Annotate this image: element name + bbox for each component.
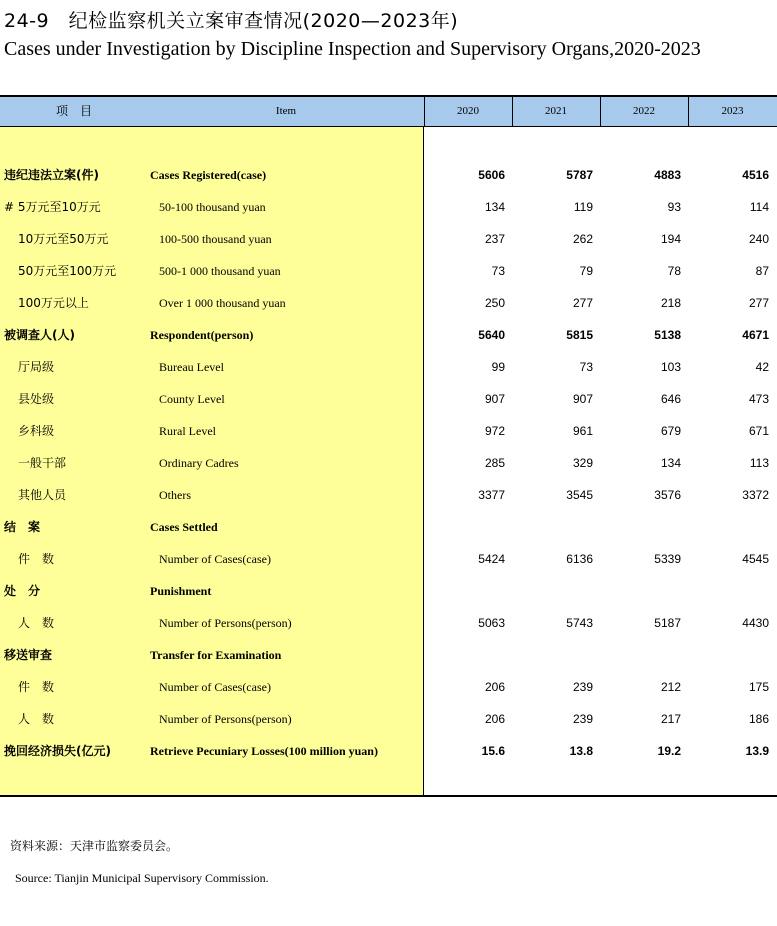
table-row [0,575,777,607]
cell-value-2023: 13.9 [745,744,769,758]
cell-value-2021: 239 [572,712,593,726]
table-header [0,97,777,127]
cell-value-2020: 134 [484,200,505,214]
row-label-cn: 件 数 [18,552,55,566]
row-label-en: Punishment [150,584,212,598]
cell-value-2021: 5787 [566,168,593,182]
table-row [0,319,777,351]
source-note-en: Source: Tianjin Municipal Supervisory Commission. [15,871,269,885]
row-label-en: 100-500 thousand yuan [159,232,272,246]
row-label-cn: 100万元以上 [18,296,89,310]
table-row [0,639,777,671]
row-label-en: Number of Cases(case) [159,552,271,566]
row-label-cn: 移送审查 [4,648,53,662]
table-row [0,511,777,543]
row-label-en: Transfer for Examination [150,648,282,662]
table-row [0,447,777,479]
row-label-cn: 其他人员 [18,488,67,502]
cell-value-2021: 79 [579,264,593,278]
page-title-cn: 24-9 纪检监察机关立案审查情况(2020—2023年) [4,10,459,32]
cell-value-2021: 3545 [566,488,593,502]
header-item-cn: 项 目 [55,104,92,118]
cell-value-2023: 4671 [742,328,769,342]
cell-value-2022: 217 [660,712,681,726]
cell-value-2023: 114 [749,200,769,214]
cell-value-2023: 4545 [742,552,769,566]
header-item-en: Item [275,105,297,117]
cell-value-2021: 907 [572,392,593,406]
row-label-cn: 50万元至100万元 [18,264,117,278]
row-label-en: Number of Cases(case) [159,680,271,694]
cell-value-2021: 119 [573,200,593,214]
table-row [0,703,777,735]
table-row [0,383,777,415]
row-label-en: Number of Persons(person) [159,712,292,726]
header-year-2022: 2022 [633,105,655,117]
cell-value-2022: 78 [667,264,681,278]
cell-value-2023: 175 [748,680,769,694]
row-label-en: Bureau Level [159,360,224,374]
row-label-cn: 处 分 [4,584,41,598]
cell-value-2021: 13.8 [569,744,593,758]
row-label-cn: 人 数 [18,616,55,630]
table-row [0,479,777,511]
cell-value-2020: 73 [491,264,505,278]
row-label-cn: 厅局级 [18,360,55,374]
table-row [0,543,777,575]
cell-value-2022: 103 [660,360,681,374]
cell-value-2023: 4430 [742,616,769,630]
cell-value-2020: 5606 [478,168,505,182]
row-label-cn: 乡科级 [18,424,55,438]
cell-value-2022: 93 [667,200,681,214]
cell-value-2022: 679 [660,424,681,438]
row-label-cn: 被调查人(人) [4,328,75,342]
cell-value-2022: 212 [660,680,681,694]
row-label-en: 50-100 thousand yuan [159,200,266,214]
cell-value-2022: 3576 [654,488,681,502]
cell-value-2020: 206 [484,712,505,726]
cell-value-2022: 194 [660,232,681,246]
row-label-cn: 人 数 [18,712,55,726]
cell-value-2022: 5187 [654,616,681,630]
cell-value-2023: 113 [749,456,769,470]
cell-value-2023: 4516 [742,168,769,182]
row-label-cn: 县处级 [18,392,55,406]
row-label-en: Number of Persons(person) [159,616,292,630]
cell-value-2022: 5339 [654,552,681,566]
cell-value-2022: 5138 [654,328,681,342]
cell-value-2021: 6136 [566,552,593,566]
cell-value-2020: 237 [484,232,505,246]
row-label-cn: 件 数 [18,680,55,694]
cell-value-2022: 19.2 [657,744,681,758]
cell-value-2020: 907 [484,392,505,406]
table-row [0,351,777,383]
table-row [0,159,777,191]
row-label-en: Over 1 000 thousand yuan [159,296,286,310]
row-label-en: Cases Registered(case) [150,168,267,182]
cell-value-2022: 134 [660,456,681,470]
row-label-cn: 结 案 [4,520,41,534]
cell-value-2023: 186 [748,712,769,726]
table-row [0,287,777,319]
row-label-cn: 违纪违法立案(件) [4,168,99,182]
cell-value-2021: 73 [579,360,593,374]
table-row [0,191,777,223]
table-row [0,735,777,767]
table-row [0,671,777,703]
table-row [0,415,777,447]
cell-value-2021: 277 [572,296,593,310]
cell-value-2022: 646 [660,392,681,406]
cell-value-2020: 285 [484,456,505,470]
cell-value-2021: 329 [572,456,593,470]
row-label-en: Others [159,488,191,502]
row-label-en: 500-1 000 thousand yuan [159,264,281,278]
source-note-cn: 资料来源：天津市监察委员会。 [10,839,179,853]
row-label-cn: 10万元至50万元 [18,232,109,246]
cell-value-2020: 250 [484,296,505,310]
cell-value-2023: 87 [755,264,769,278]
cell-value-2023: 240 [748,232,769,246]
cell-value-2020: 5640 [478,328,505,342]
header-year-2020: 2020 [457,105,479,117]
row-label-cn: 挽回经济损失(亿元) [4,744,111,758]
cell-value-2023: 671 [748,424,769,438]
cell-value-2020: 206 [484,680,505,694]
row-label-en: County Level [159,392,225,406]
cell-value-2023: 42 [755,360,769,374]
row-label-en: Ordinary Cadres [159,456,239,470]
header-year-2021: 2021 [545,105,567,117]
cell-value-2023: 473 [748,392,769,406]
statistics-table [0,95,777,797]
cell-value-2021: 5743 [566,616,593,630]
cell-value-2021: 262 [572,232,593,246]
page-title-en: Cases under Investigation by Discipline Inspection and Supervisory Organs,2020-2023 [4,38,701,60]
cell-value-2020: 99 [491,360,505,374]
cell-value-2021: 961 [572,424,593,438]
row-label-en: Cases Settled [150,520,218,534]
row-label-cn: # 5万元至10万元 [4,200,101,214]
header-year-2023: 2023 [721,105,744,117]
row-label-en: Rural Level [159,424,216,438]
row-label-en: Retrieve Pecuniary Losses(100 million yuan) [150,744,378,758]
cell-value-2020: 3377 [478,488,505,502]
cell-value-2022: 218 [660,296,681,310]
cell-value-2021: 239 [572,680,593,694]
cell-value-2021: 5815 [566,328,593,342]
cell-value-2020: 972 [484,424,505,438]
cell-value-2022: 4883 [654,168,681,182]
row-label-cn: 一般干部 [18,456,67,470]
row-label-en: Respondent(person) [150,328,254,342]
table-row [0,223,777,255]
cell-value-2023: 277 [748,296,769,310]
cell-value-2023: 3372 [742,488,769,502]
cell-value-2020: 5424 [478,552,505,566]
cell-value-2020: 5063 [478,616,505,630]
table-row [0,607,777,639]
cell-value-2020: 15.6 [481,744,505,758]
table-row [0,255,777,287]
